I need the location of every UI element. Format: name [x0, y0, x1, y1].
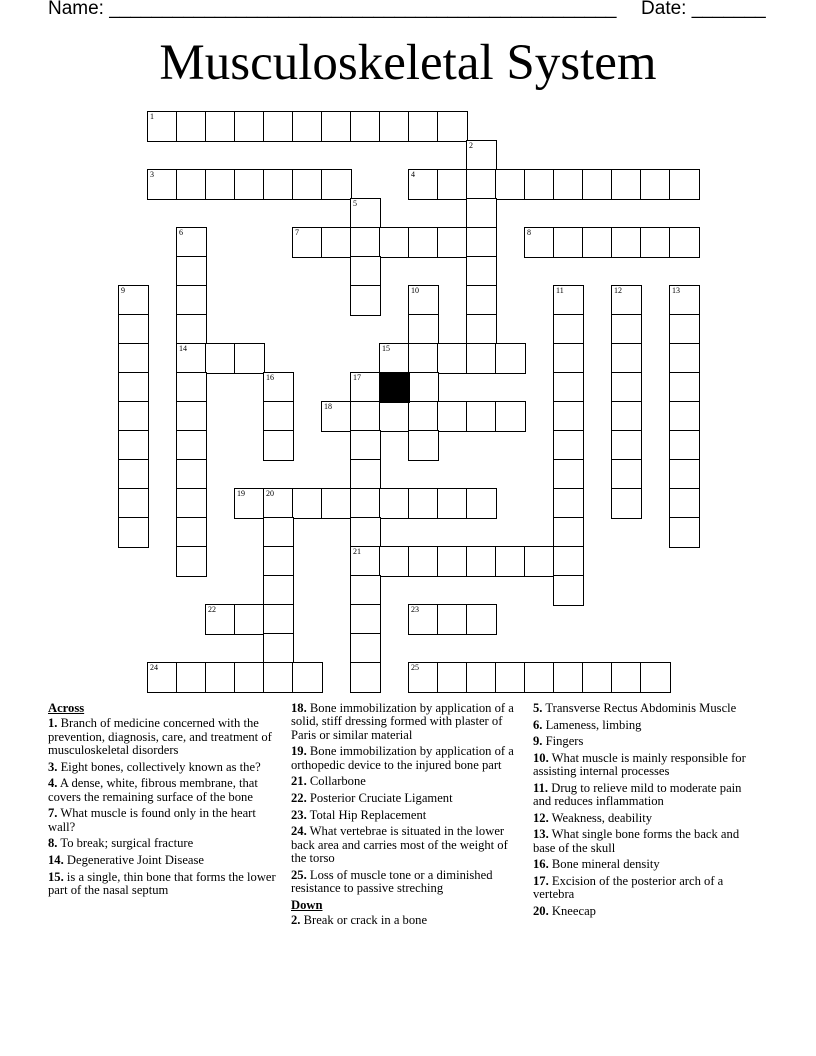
clue-item-text: What muscle is mainly responsible for assisting internal processes [533, 750, 746, 779]
crossword-cell[interactable] [350, 401, 381, 432]
clue-number: 11 [556, 286, 564, 295]
crossword-cell[interactable] [437, 343, 468, 374]
crossword-cell[interactable] [408, 169, 439, 200]
crossword-cell[interactable] [350, 546, 381, 577]
crossword-cell[interactable] [263, 662, 294, 693]
crossword-cell[interactable] [611, 372, 642, 403]
crossword-cell[interactable] [408, 111, 439, 142]
clue-item [48, 871, 276, 898]
crossword-cell[interactable] [466, 198, 497, 229]
crossword-cell[interactable] [205, 343, 236, 374]
clue-item-text: Total Hip Replacement [309, 807, 427, 822]
clue-item [48, 854, 276, 867]
clue-item-number: 20. [533, 903, 549, 918]
crossword-cell[interactable] [553, 459, 584, 490]
crossword-cell[interactable] [379, 111, 410, 142]
crossword-cell[interactable] [234, 169, 265, 200]
crossword-cell[interactable] [176, 430, 207, 461]
crossword-cell[interactable] [466, 227, 497, 258]
clue-item [291, 702, 519, 742]
crossword-cell[interactable] [350, 575, 381, 606]
crossword-cell[interactable] [553, 517, 584, 548]
clue-item [291, 825, 519, 865]
crossword-cell[interactable] [205, 662, 236, 693]
clue-item [533, 782, 761, 809]
crossword-cell[interactable] [408, 604, 439, 635]
crossword-cell[interactable] [408, 372, 439, 403]
crossword-cell[interactable] [669, 517, 700, 548]
crossword-cell[interactable] [118, 430, 149, 461]
crossword-cell[interactable] [350, 459, 381, 490]
crossword-cell[interactable] [350, 256, 381, 287]
clue-number: 19 [237, 489, 245, 498]
crossword-cell[interactable] [466, 314, 497, 345]
clue-number: 5 [353, 199, 357, 208]
clue-item [291, 809, 519, 822]
clue-number: 3 [150, 170, 154, 179]
crossword-cell[interactable] [640, 662, 671, 693]
clue-number: 1 [150, 112, 154, 121]
clue-item [533, 702, 761, 715]
clue-item-number: 7. [48, 806, 58, 821]
crossword-cell[interactable] [611, 401, 642, 432]
crossword-cell[interactable] [437, 488, 468, 519]
crossword-cell[interactable] [466, 169, 497, 200]
black-square [379, 372, 410, 403]
crossword-cell[interactable] [553, 546, 584, 577]
crossword-cell[interactable] [466, 401, 497, 432]
clue-item-text: Collarbone [309, 774, 366, 789]
clue-item [291, 745, 519, 772]
clue-item-number: 1. [48, 716, 58, 731]
clue-item-text: Bone immobilization by application of a orthopedic device to the injured bone part [291, 744, 514, 772]
crossword-cell[interactable] [350, 372, 381, 403]
crossword-cell[interactable] [350, 227, 381, 258]
crossword-cell[interactable] [408, 343, 439, 374]
crossword-cell[interactable] [176, 459, 207, 490]
crossword-cell[interactable] [350, 430, 381, 461]
crossword-cell[interactable] [611, 343, 642, 374]
clue-number: 9 [121, 286, 125, 295]
crossword-cell[interactable] [611, 314, 642, 345]
crossword-cell[interactable] [176, 662, 207, 693]
clue-number: 10 [411, 286, 419, 295]
clue-item-number: 16. [533, 857, 549, 872]
crossword-cell[interactable] [553, 488, 584, 519]
crossword-cell[interactable] [553, 662, 584, 693]
crossword-cell[interactable] [669, 372, 700, 403]
clue-item-text: Eight bones, collectively known as the? [60, 759, 261, 774]
crossword-cell[interactable] [524, 169, 555, 200]
crossword-cell[interactable] [611, 662, 642, 693]
crossword-cell[interactable] [408, 314, 439, 345]
crossword-cell[interactable] [669, 430, 700, 461]
clue-item [291, 775, 519, 788]
crossword-cell[interactable] [408, 227, 439, 258]
clue-item [291, 914, 519, 927]
clue-item-text: What muscle is found only in the heart wall? [48, 806, 256, 834]
clue-item-text: Drug to relieve mild to moderate pain and reduces inflammation [533, 780, 742, 809]
crossword-cell[interactable] [582, 169, 613, 200]
crossword-cell[interactable] [263, 633, 294, 664]
clue-item-text: What single bone forms the back and base of the skull [533, 827, 740, 855]
crossword-cell[interactable] [118, 488, 149, 519]
crossword-cell[interactable] [292, 111, 323, 142]
crossword-cell[interactable] [611, 169, 642, 200]
crossword-cell[interactable] [176, 546, 207, 577]
clue-item [533, 752, 761, 779]
crossword-cell[interactable] [524, 546, 555, 577]
clue-item [533, 905, 761, 918]
clue-number: 13 [672, 286, 680, 295]
clue-item [48, 777, 276, 804]
crossword-cell[interactable] [669, 227, 700, 258]
clue-item [48, 717, 276, 757]
crossword-cell[interactable] [118, 372, 149, 403]
clue-number: 4 [411, 170, 415, 179]
crossword-cell[interactable] [176, 169, 207, 200]
crossword-cell[interactable] [292, 227, 323, 258]
clue-item-text: Bone mineral density [551, 857, 660, 872]
crossword-cell[interactable] [350, 111, 381, 142]
crossword-cell[interactable] [669, 314, 700, 345]
clue-item [48, 807, 276, 834]
crossword-cell[interactable] [553, 575, 584, 606]
crossword-cell[interactable] [263, 517, 294, 548]
crossword-cell[interactable] [611, 227, 642, 258]
clue-item-text: Fingers [545, 734, 584, 749]
crossword-cell[interactable] [495, 169, 526, 200]
clue-item-number: 8. [48, 836, 58, 851]
crossword-cell[interactable] [669, 401, 700, 432]
crossword-cell[interactable] [582, 662, 613, 693]
clue-item-number: 25. [291, 867, 307, 882]
clue-number: 23 [411, 605, 419, 614]
clue-number: 12 [614, 286, 622, 295]
crossword-cell[interactable] [118, 517, 149, 548]
crossword-cell[interactable] [379, 343, 410, 374]
page-title: Musculoskeletal System [159, 35, 657, 91]
clue-number: 6 [179, 228, 183, 237]
crossword-cell[interactable] [495, 662, 526, 693]
crossword-cell[interactable] [553, 343, 584, 374]
clue-item [291, 869, 519, 896]
across-heading: Across [48, 701, 85, 715]
crossword-cell[interactable] [205, 111, 236, 142]
crossword-cell[interactable] [176, 111, 207, 142]
crossword-cell[interactable] [669, 343, 700, 374]
clue-item-text: Break or crack in a bone [303, 913, 428, 927]
clue-number: 17 [353, 373, 361, 382]
clue-item-number: 22. [291, 791, 307, 805]
clue-item-number: 23. [291, 807, 307, 822]
clue-item-text: Excision of the posterior arch of a vertebra [533, 873, 724, 902]
crossword-cell[interactable] [205, 169, 236, 200]
clue-item-text: A dense, white, fibrous membrane, that covers the remaining surface of the bone [48, 776, 258, 804]
crossword-cell[interactable] [437, 604, 468, 635]
clue-item-text: Transverse Rectus Abdominis Muscle [545, 701, 737, 715]
crossword-cell[interactable] [611, 285, 642, 316]
crossword-cell[interactable] [176, 256, 207, 287]
crossword-cell[interactable] [524, 227, 555, 258]
clue-item-number: 17. [533, 873, 549, 888]
crossword-cell[interactable] [263, 488, 294, 519]
crossword-cell[interactable] [321, 169, 352, 200]
crossword-cell[interactable] [263, 604, 294, 635]
crossword-cell[interactable] [147, 662, 178, 693]
crossword-cell[interactable] [408, 546, 439, 577]
name-blank[interactable]: ________________________________________________ [109, 0, 617, 19]
clue-number: 2 [469, 141, 473, 150]
clue-item-number: 11. [533, 780, 549, 795]
crossword-cell[interactable] [495, 401, 526, 432]
clue-number: 8 [527, 228, 531, 237]
clue-item-number: 14. [48, 853, 64, 867]
name-label: Name: [48, 0, 104, 19]
clue-item-number: 2. [291, 913, 301, 927]
crossword-cell[interactable] [408, 285, 439, 316]
clue-item-text: Kneecap [551, 903, 596, 918]
crossword-cell[interactable] [437, 227, 468, 258]
clue-item [291, 792, 519, 805]
crossword-cell[interactable] [379, 488, 410, 519]
crossword-cell[interactable] [321, 227, 352, 258]
clue-item [48, 837, 276, 850]
crossword-cell[interactable] [321, 401, 352, 432]
crossword-cell[interactable] [147, 169, 178, 200]
crossword-cell[interactable] [379, 401, 410, 432]
crossword-cell[interactable] [350, 604, 381, 635]
crossword-cell[interactable] [437, 169, 468, 200]
crossword-cell[interactable] [263, 401, 294, 432]
crossword-cell[interactable] [176, 488, 207, 519]
crossword-cell[interactable] [263, 430, 294, 461]
crossword-cell[interactable] [408, 662, 439, 693]
clue-item-text: To break; surgical fracture [60, 836, 194, 851]
crossword-cell[interactable] [553, 314, 584, 345]
crossword-cell[interactable] [640, 227, 671, 258]
crossword-cell[interactable] [118, 285, 149, 316]
crossword-cell[interactable] [466, 488, 497, 519]
date-blank[interactable]: _______ [691, 0, 766, 19]
crossword-cell[interactable] [495, 546, 526, 577]
crossword-cell[interactable] [379, 227, 410, 258]
clue-number: 7 [295, 228, 299, 237]
crossword-cell[interactable] [437, 401, 468, 432]
crossword-cell[interactable] [176, 227, 207, 258]
crossword-cell[interactable] [553, 401, 584, 432]
crossword-cell[interactable] [466, 604, 497, 635]
crossword-cell[interactable] [350, 198, 381, 229]
clue-item [533, 858, 761, 871]
crossword-cell[interactable] [350, 662, 381, 693]
clue-item-number: 19. [291, 744, 307, 759]
crossword-cell[interactable] [263, 111, 294, 142]
crossword-cell[interactable] [437, 546, 468, 577]
clue-item-number: 5. [533, 701, 543, 715]
crossword-cell[interactable] [234, 343, 265, 374]
crossword-cell[interactable] [292, 488, 323, 519]
crossword-cell[interactable] [408, 488, 439, 519]
crossword-cell[interactable] [350, 285, 381, 316]
crossword-cell[interactable] [408, 401, 439, 432]
crossword-cell[interactable] [611, 488, 642, 519]
clue-item-text: Lameness, limbing [545, 717, 642, 732]
crossword-cell[interactable] [321, 111, 352, 142]
clue-item [48, 761, 276, 774]
clues-column-2 [291, 702, 519, 931]
crossword-cell[interactable] [669, 488, 700, 519]
crossword-cell[interactable] [205, 604, 236, 635]
clue-item [533, 735, 761, 748]
crossword-cell[interactable] [321, 488, 352, 519]
crossword-cell[interactable] [234, 604, 265, 635]
clue-number: 16 [266, 373, 274, 382]
crossword-cell[interactable] [292, 662, 323, 693]
clue-number: 18 [324, 402, 332, 411]
crossword-cell[interactable] [437, 662, 468, 693]
crossword-cell[interactable] [553, 372, 584, 403]
date-label: Date: [641, 0, 687, 19]
clue-number: 22 [208, 605, 216, 614]
crossword-cell[interactable] [176, 343, 207, 374]
crossword-cell[interactable] [263, 546, 294, 577]
crossword-cell[interactable] [466, 285, 497, 316]
clue-item-number: 4. [48, 776, 58, 791]
clue-item-number: 21. [291, 774, 307, 789]
crossword-cell[interactable] [553, 285, 584, 316]
crossword-cell[interactable] [118, 343, 149, 374]
crossword-cell[interactable] [611, 459, 642, 490]
crossword-cell[interactable] [640, 169, 671, 200]
crossword-cell[interactable] [553, 227, 584, 258]
crossword-cell[interactable] [495, 343, 526, 374]
clue-item-number: 15. [48, 869, 64, 884]
crossword-cell[interactable] [524, 662, 555, 693]
crossword-cell[interactable] [379, 546, 410, 577]
clue-number: 20 [266, 489, 274, 498]
crossword-cell[interactable] [466, 343, 497, 374]
clue-item-number: 12. [533, 810, 549, 825]
clue-number: 25 [411, 663, 419, 672]
crossword-cell[interactable] [611, 430, 642, 461]
crossword-cell[interactable] [118, 401, 149, 432]
clue-item-text: Degenerative Joint Disease [66, 853, 204, 867]
crossword-cell[interactable] [147, 111, 178, 142]
crossword-cell[interactable] [466, 546, 497, 577]
crossword-cell[interactable] [466, 140, 497, 171]
clue-item [533, 828, 761, 855]
crossword-cell[interactable] [669, 169, 700, 200]
crossword-cell[interactable] [234, 662, 265, 693]
clue-item-text: Posterior Cruciate Ligament [309, 791, 453, 805]
crossword-cell[interactable] [553, 430, 584, 461]
crossword-cell[interactable] [292, 169, 323, 200]
crossword-cell[interactable] [176, 285, 207, 316]
clues-column-3 [533, 702, 761, 922]
crossword-cell[interactable] [176, 517, 207, 548]
clue-item [533, 719, 761, 732]
crossword-cell[interactable] [350, 633, 381, 664]
crossword-cell[interactable] [669, 285, 700, 316]
clue-item-number: 24. [291, 824, 307, 839]
crossword-cell[interactable] [234, 111, 265, 142]
clue-item [533, 812, 761, 825]
clue-item-number: 18. [291, 701, 307, 715]
crossword-cell[interactable] [437, 111, 468, 142]
clue-item-text: Bone immobilization by application of a solid, stiff dressing formed with plaster of Paris or similar material [291, 701, 514, 742]
clue-item-number: 10. [533, 750, 549, 765]
crossword-cell[interactable] [176, 401, 207, 432]
clue-number: 15 [382, 344, 390, 353]
clue-item-number: 3. [48, 759, 58, 774]
clue-item-number: 9. [533, 734, 543, 749]
clue-number: 21 [353, 547, 361, 556]
crossword-cell[interactable] [263, 169, 294, 200]
clues-column-1 [48, 702, 276, 901]
crossword-cell[interactable] [118, 314, 149, 345]
crossword-cell[interactable] [466, 256, 497, 287]
crossword-cell[interactable] [582, 227, 613, 258]
clue-item [533, 875, 761, 902]
crossword-cell[interactable] [176, 372, 207, 403]
clue-item-text: What vertebrae is situated in the lower back area and carries most of the weight of the torso [291, 824, 508, 865]
crossword-cell[interactable] [118, 459, 149, 490]
clue-item-text: Weakness, deability [551, 810, 653, 825]
crossword-cell[interactable] [176, 314, 207, 345]
clue-item-text: is a single, thin bone that forms the lower part of the nasal septum [48, 869, 276, 897]
crossword-cell[interactable] [553, 169, 584, 200]
down-heading: Down [291, 897, 323, 912]
crossword-cell[interactable] [234, 488, 265, 519]
crossword-cell[interactable] [466, 662, 497, 693]
clue-item-number: 6. [533, 717, 543, 732]
clue-item-text: Branch of medicine concerned with the prevention, diagnosis, care, and treatment of musculoskeletal disorders [48, 716, 272, 758]
crossword-cell[interactable] [669, 459, 700, 490]
crossword-cell[interactable] [263, 372, 294, 403]
clue-item-text: Loss of muscle tone or a diminished resistance to passive streching [291, 867, 493, 895]
crossword-cell[interactable] [350, 517, 381, 548]
clue-item-number: 13. [533, 827, 549, 842]
clue-number: 14 [179, 344, 187, 353]
crossword-cell[interactable] [408, 430, 439, 461]
crossword-cell[interactable] [350, 488, 381, 519]
clue-number: 24 [150, 663, 158, 672]
crossword-cell[interactable] [263, 575, 294, 606]
